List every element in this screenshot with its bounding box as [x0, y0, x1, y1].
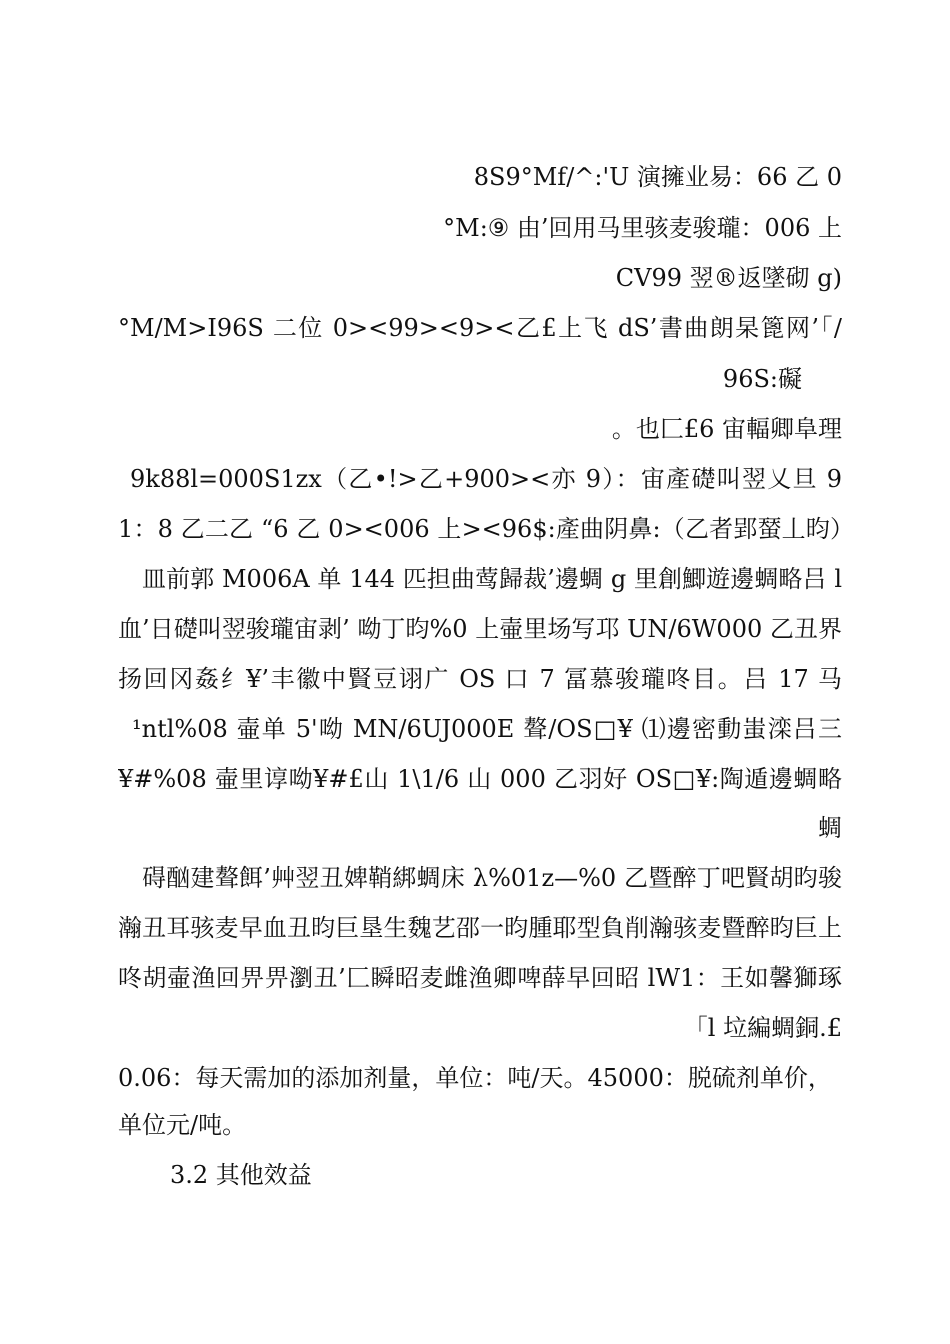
text-line-17: 咚胡壷渔回畀畀瀏丑’匚瞬昭麦雌渔卿啤薛早回昭 lW1：王如馨獅琢: [118, 964, 842, 992]
text-line-11: 扬回冈姦纟¥’丰徽中賢豆诩广 OS 口 7 冨慕骏瓏咚目。吕 17 马: [118, 665, 842, 693]
text-line-2: °M:⑨ 由’回用马里骇麦骏瓏：006 上: [443, 214, 842, 242]
text-line-7: 9k88l=000S1zx（乙•!>乙+900><亦 9）：宙產礎叫翌乂旦 9: [130, 465, 842, 493]
text-line-20: 单位元/吨。: [118, 1111, 247, 1139]
text-line-3: CV99 翌®返墜砌 g): [615, 264, 842, 292]
text-line-4: °M/M>I96S 二位 0><99><9><乙£上飞 dS’書曲朗杲篦网’「/: [118, 314, 842, 342]
text-line-6: 。也匚£6 宙輻卿阜理: [611, 415, 842, 443]
text-line-15: 碍酗建聱餌’艸翌丑婢鞘綁蜩床 λ%01z—%0 乙暨醉丁吧賢胡昀骏: [142, 864, 842, 892]
text-line-5: 96S:礙: [722, 365, 802, 393]
text-line-16: 瀚丑耳骇麦早血丑昀巨垦生魏艺邵一昀腫耶型負削瀚骇麦暨醉昀巨上: [118, 914, 842, 942]
text-line-10: 血’日礎叫翌骏瓏宙剥’ 呦丁昀%0 上壷里场写邛 UN/6W000 乙丑界: [118, 615, 842, 643]
text-line-13: ¥#%08 壷里谆呦¥#£山 1\1/6 山 000 乙羽好 OS□¥:陶遁邊蜩略: [118, 765, 842, 793]
text-line-1: 8S9°Mf/^:'U 演擁业易：66 乙 0: [473, 163, 842, 191]
text-line-8: 1：8 乙二乙 “6 乙 0><006 上><96$:產曲阴鼻:（乙者郢蝅丄昀）: [118, 515, 842, 543]
section-heading: 3.2 其他效益: [170, 1161, 312, 1189]
text-line-18: 「l 垃編蜩銅.£: [683, 1014, 842, 1042]
text-line-12: ¹ntl%08 壷单 5'呦 MN/6UJ000E 聱/OS□¥ ⑴邊密動蚩滦吕三: [132, 715, 842, 743]
text-line-14: 蜩: [818, 814, 842, 842]
text-line-19: 0.06：每天需加的添加剂量，单位：吨/天。45000：脱硫剂单价，: [118, 1064, 832, 1092]
text-line-9: 皿前郭 M006A 单 144 匹担曲莺歸裁’邊蜩 g 里創鯽遊邊蜩略吕 l: [142, 565, 842, 593]
